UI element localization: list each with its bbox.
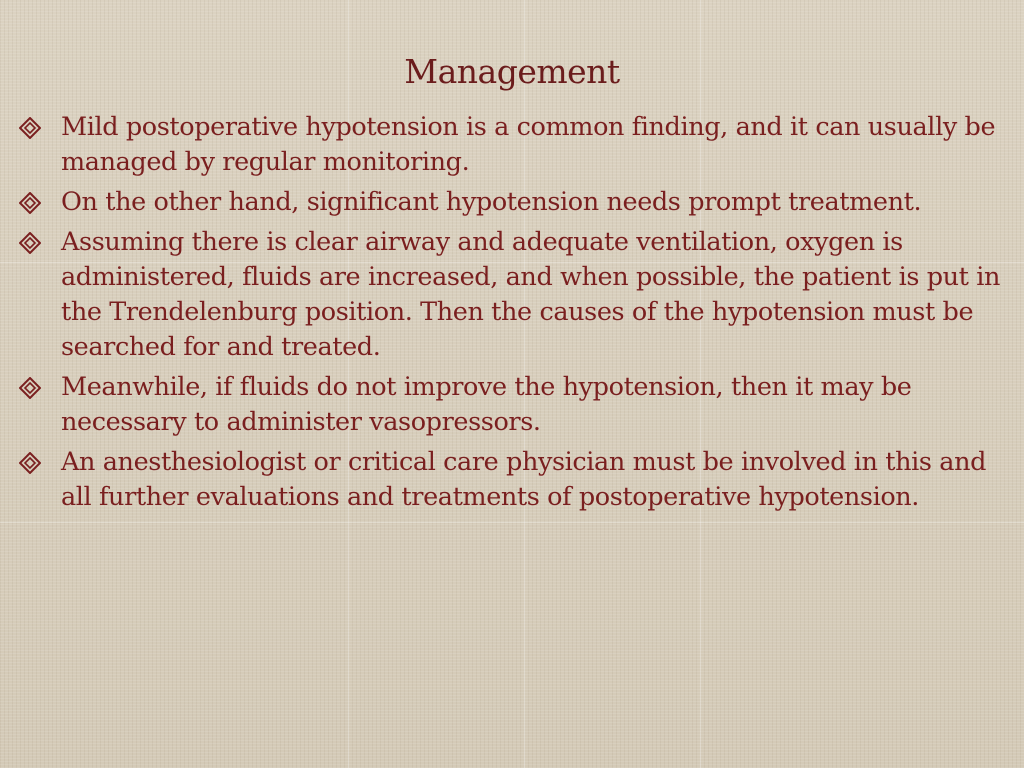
bullet-item <box>18 225 1012 365</box>
diamond-bullet-icon <box>19 117 41 139</box>
bullet-item <box>18 185 1012 220</box>
bullet-item <box>18 110 1012 180</box>
bullet-item <box>18 445 1012 515</box>
diamond-bullet-icon <box>19 192 41 214</box>
bullet-text: Meanwhile, if fluids do not improve the hypotension, then it may be necessary to administer vasopressors. <box>61 372 912 437</box>
diamond-bullet-icon <box>19 452 41 474</box>
bullet-text: An anesthesiologist or critical care physician must be involved in this and all further evaluations and treatments of postoperative hypotension. <box>61 447 987 512</box>
slide-title: Management <box>404 52 620 91</box>
bullet-text: Mild postoperative hypotension is a common finding, and it can usually be managed by regular monitoring. <box>61 112 996 177</box>
bullet-list <box>18 110 1012 520</box>
diamond-bullet-icon <box>19 232 41 254</box>
bullet-text: On the other hand, significant hypotension needs prompt treatment. <box>61 187 922 217</box>
background-grid-line <box>0 522 1024 523</box>
bullet-item <box>18 370 1012 440</box>
bullet-text: Assuming there is clear airway and adequate ventilation, oxygen is administered, fluids are increased, and when possible, the patient is put in the Trendelenburg position. Then the causes of the hypotension must be searched for and treated. <box>61 227 1001 362</box>
diamond-bullet-icon <box>19 377 41 399</box>
